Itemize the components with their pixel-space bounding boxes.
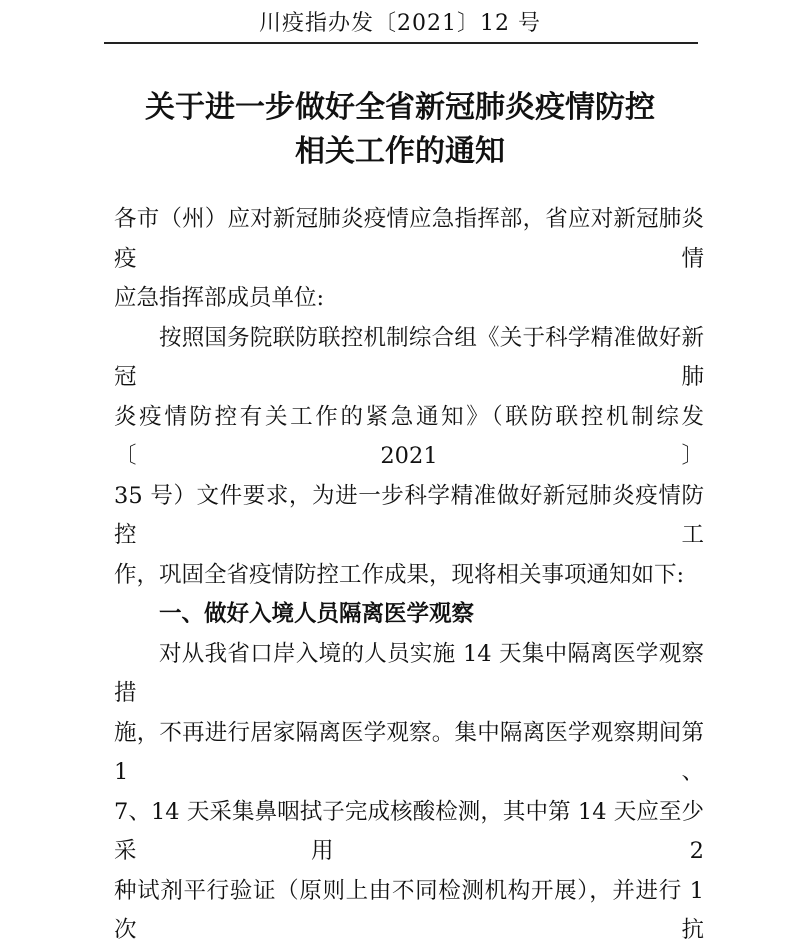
paragraph-line: 施，不再进行居家隔离医学观察。集中隔离医学观察期间第 1、: [114, 719, 704, 785]
document-number: 川疫指办发〔2021〕12 号: [259, 11, 541, 36]
title-line-2: 相关工作的通知: [295, 134, 505, 169]
salutation-line: 应急指挥部成员单位:: [114, 285, 325, 311]
paragraph-line: 7、14 天采集鼻咽拭子完成核酸检测，其中第 14 天应至少采用 2: [114, 798, 704, 864]
document-title: [0, 86, 800, 174]
header-divider: [104, 42, 698, 44]
title-line-1: 关于进一步做好全省新冠肺炎疫情防控: [145, 90, 655, 125]
paragraph-line: 对从我省口岸入境的人员实施 14 天集中隔离医学观察措: [114, 640, 704, 706]
document-body: [114, 200, 704, 951]
section-heading: 一、做好入境人员隔离医学观察: [159, 601, 475, 627]
paragraph-line: 作，巩固全省疫情防控工作成果，现将相关事项通知如下:: [114, 561, 685, 588]
paragraph-line: 35 号）文件要求，为进一步科学精准做好新冠肺炎疫情防控工: [114, 482, 704, 548]
paragraph-line: 按照国务院联防联控机制综合组《关于科学精准做好新冠肺: [114, 324, 704, 390]
paragraph-line: 炎疫情防控有关工作的紧急通知》（联防联控机制综发〔2021〕: [114, 403, 704, 469]
paragraph-line: 种试剂平行验证（原则上由不同检测机构开展），并进行 1 次抗: [114, 877, 704, 943]
salutation-line: 各市（州）应对新冠肺炎疫情应急指挥部，省应对新冠肺炎疫情: [114, 206, 704, 272]
